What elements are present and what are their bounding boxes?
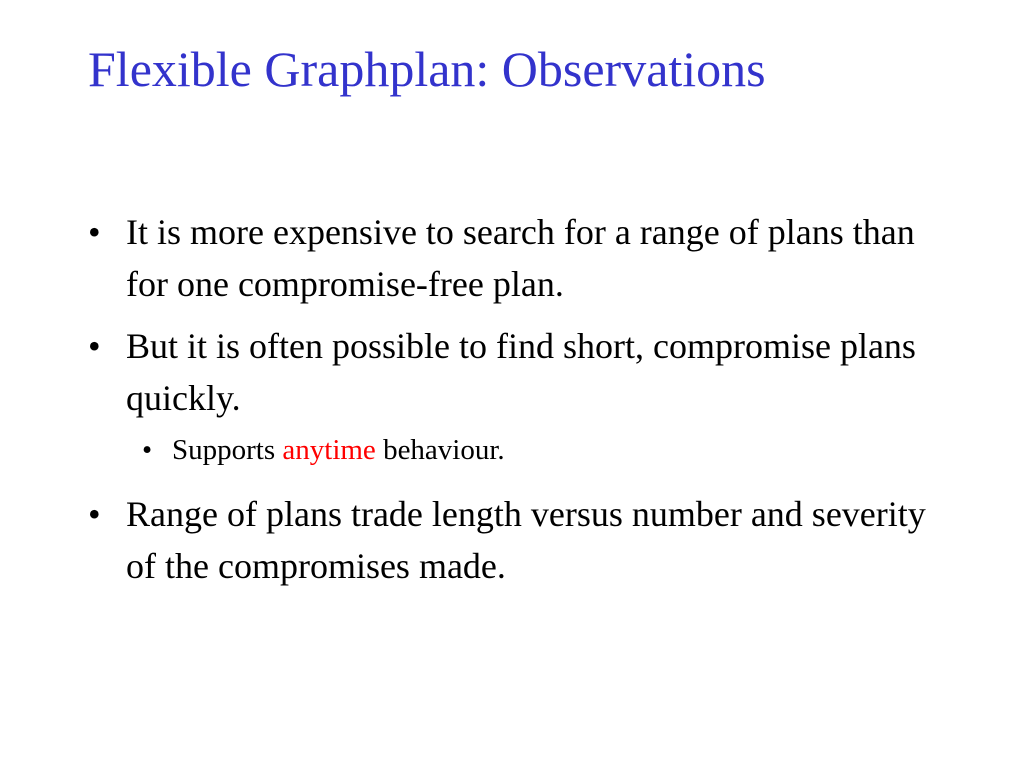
bullet-marker: • (88, 494, 101, 534)
bullet-item-3 (88, 488, 948, 592)
sub-bullet-item (142, 430, 948, 470)
bullet-marker: • (88, 212, 101, 252)
bullet-text: It is more expensive to search for a range of plans than for one compromise-free plan. (126, 212, 915, 304)
bullet-text: But it is often possible to find short, compromise plans quickly. (126, 326, 916, 418)
slide-title: Flexible Graphplan: Observations (88, 41, 766, 97)
sub-bullet-marker: • (142, 434, 153, 466)
highlighted-term: anytime (282, 434, 376, 466)
slide-body (88, 206, 948, 602)
sub-bullet-text-after: behaviour. (375, 434, 505, 466)
sub-bullet-text-before: Supports (172, 434, 283, 466)
bullet-text: Range of plans trade length versus number and severity of the compromises made. (126, 494, 926, 586)
bullet-item-1 (88, 206, 948, 310)
bullet-item-2 (88, 320, 948, 424)
bullet-marker: • (88, 326, 101, 366)
